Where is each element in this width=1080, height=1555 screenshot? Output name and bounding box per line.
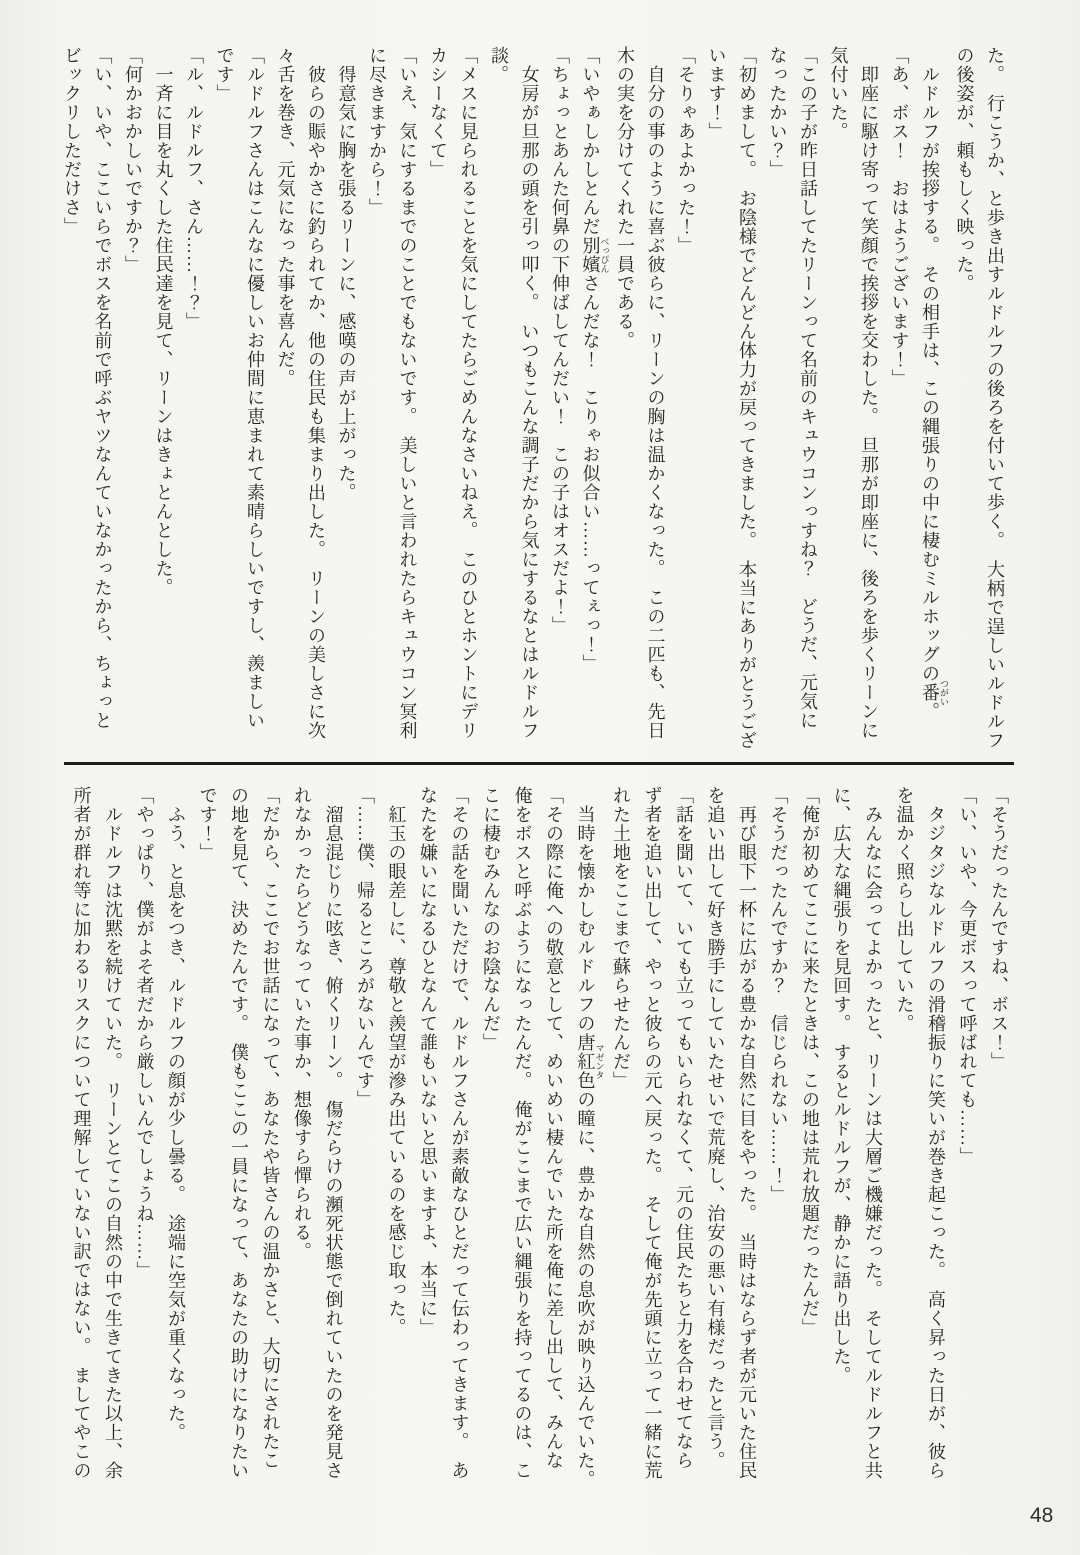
text-line: た。 行こうか、と歩き出すルドルフの後ろを付いて歩く。 大柄で逞しいルドルフ — [985, 46, 1005, 750]
text-line: ふう、と息をつき、ルドルフの顔が少し曇る。 途端に空気が重くなった。 — [166, 805, 186, 1442]
text-line: ルドルフは沈黙を続けていた。 リーンとてこの自然の中で生きてきた以上、余 — [103, 805, 123, 1480]
text-line: です！」 — [197, 786, 218, 862]
text-line: 再び眼下一杯に広がる豊かな自然に目をやった。 当時はならず者が元いた住民 — [737, 805, 757, 1480]
text-line: カシーなくて」 — [428, 46, 448, 179]
text-line: 々舌を巻き、元気になった事を喜んだ。 — [275, 46, 296, 388]
text-line: 「だから、ここでお世話になって、あなたや皆さんの温かさと、大切にされたこ — [260, 786, 281, 1470]
ruby-annotated-word: 唐紅色 マゼンタ — [575, 1033, 605, 1090]
text-line: 所者が群れ等に加わるリスクについて理解していない訳ではない。 ましてやこの — [71, 786, 92, 1480]
text-line: れなかったらどうなっていた事か、想像すら憚られる。 — [292, 786, 312, 1261]
text-line: 溜息混じりに呟き、俯くリーン。 傷だらけの瀕死状態で倒れていたのを発見さ — [323, 805, 344, 1480]
text-line: 木の実を分けてくれた一員である。 — [615, 46, 635, 350]
text-line: 「いえ、気にするまでのことでもないです。 美しいと言われたらキュウコン冥利 — [397, 46, 418, 740]
text-line: 「ル、ルドルフ、さん……！？」 — [184, 46, 204, 331]
text-line: 「俺が初めてここに来たときは、この地は荒れ放題だったんだ」 — [800, 786, 820, 1337]
top-text-block — [57, 46, 1011, 781]
text-line: れた土地をここまで蘇らせたんだ」 — [611, 786, 631, 1090]
text-line: こに棲むみんなのお陰なんだ」 — [481, 786, 501, 1052]
text-line: タジタジなルドルフの滑稽振りに笑いが巻き起こった。 高く昇った日が、彼ら — [926, 805, 946, 1480]
text-line: 「初めまして。 お陰様でどんどん体力が戻ってきました。 本当にありがとうござ — [737, 46, 757, 750]
text-line: を温かく照らし出していた。 — [894, 786, 915, 1033]
text-line: ルドルフが挨拶する。 その相手は、この縄張りの中に棲むミルホッグの番 つがい。 — [920, 65, 949, 721]
text-line: 「ちょっとあんた何鼻の下伸ばしてんだい！ この子はオスだよ！」 — [550, 46, 570, 635]
text-line: 気付いた。 — [828, 46, 849, 141]
text-line: なったかい？」 — [767, 46, 788, 179]
text-line: の地を見て、決めたんです。 僕もここの一員になって、あなたの助けになりたい — [229, 786, 249, 1480]
text-line: 「その話を聞いただけで、ルドルフさんが素敵なひとだって伝わってきます。 あ — [449, 786, 470, 1480]
text-line: 「そりゃあよかった！」 — [676, 46, 696, 255]
text-line: 俺をボスと呼ぶようになったんだ。 俺がここまで広い縄張りを持ってるのは、こ — [512, 786, 533, 1480]
text-line: 自分の事のように喜ぶ彼らに、リーンの胸は温かくなった。 この二匹も、先日 — [645, 65, 666, 740]
text-line: 「いやぁしかしとんだ別嬪 べっぴんさんだな！ こりゃお似合い……ってぇっ！」 — [580, 46, 610, 673]
text-line: います！」 — [706, 46, 727, 141]
ruby-annotated-word: 番 つがい — [920, 679, 949, 706]
text-line: 「そうだったんですか？ 信じられない……！」 — [768, 786, 789, 1204]
text-line: 紅玉の眼差しに、尊敬と羨望が滲み出ているのを感じ取った。 — [386, 805, 407, 1337]
text-line: を追い出して好き勝手にしていたせいで荒廃し、治安の悪い有様だったと言う。 — [705, 786, 726, 1470]
ruby-annotated-word: 別嬪 べっぴん — [580, 236, 610, 274]
text-line: ビックリしただけさ」 — [62, 46, 82, 236]
page-number: 48 — [1030, 1504, 1054, 1527]
text-line: 「この子が昨日話してたリーンって名前のキュウコンっすね？ どうだ、元気に — [798, 46, 818, 730]
text-line: 「そうだったんですね、ボス！」 — [989, 786, 1009, 1071]
section-divider-line — [64, 762, 1014, 765]
text-line: 一斉に目を丸くした住民達を見て、リーンはきょとんとした。 — [153, 65, 174, 597]
text-line: 得意気に胸を張るリーンに、感嘆の声が上がった。 — [336, 65, 357, 502]
text-line: 「やっぱり、僕がよそ者だから厳しいんでしょうね……」 — [134, 786, 155, 1280]
text-line: みんなに会ってよかったと、リーンは大層ご機嫌だった。 そしてルドルフと共 — [863, 805, 883, 1480]
text-line: 即座に駆け寄って笑顔で挨拶を交わした。 旦那が即座に、後ろを歩くリーンに — [859, 65, 879, 740]
text-line: 「話を聞いて、いても立ってもいられなくて、元の住民たちと力を合わせてなら — [674, 786, 694, 1470]
text-line: 「ルドルフさんはこんなに優しいお仲間に恵まれて素晴らしいですし、羨ましい — [245, 46, 265, 730]
bottom-text-block — [65, 786, 1014, 1516]
text-line: 当時を懐かしむルドルフの唐紅色 マゼンタの瞳に、豊かな自然の息吹が映り込んでいた。 — [575, 805, 605, 1489]
text-line: です」 — [214, 46, 235, 103]
text-line: の後姿が、頼もしく映った。 — [954, 46, 975, 293]
text-line: 「い、いや、ここいらでボスを名前で呼ぶヤツなんていなかったから、ちょっと — [92, 46, 113, 730]
text-line: に、広大な縄張りを見回す。 するとルドルフが、静かに語り出した。 — [831, 786, 852, 1385]
text-line: 「あ、ボス！ おはようございます！」 — [889, 46, 910, 388]
text-line: 「い、いや、今更ボスって呼ばれても……」 — [957, 786, 978, 1166]
text-line: 「何かおかしいですか？」 — [123, 46, 143, 274]
text-line: 「……僕、帰るところがないんです」 — [355, 786, 375, 1109]
text-line: に尽きますから！」 — [367, 46, 387, 217]
text-line: 「メスに見られることを気にしてたらごめんなさいねえ。 このひとホントにデリ — [458, 46, 479, 740]
text-line: 彼らの賑やかさに釣られてか、他の住民も集まり出した。 リーンの美しさに次 — [306, 65, 326, 740]
text-line: ず者を追い出して、やっと彼らの元へ戻った。 そして俺が先頭に立って一緒に荒 — [642, 786, 663, 1480]
text-line: 女房が旦那の頭を引っ叩く。 いつもこんな調子だから気にするなとはルドルフ — [519, 65, 540, 740]
text-line: 「その際に俺への敬意として、めいめい棲んでいた所を俺に差し出して、みんな — [544, 786, 564, 1470]
text-line: なたを嫌いになるひとなんて誰もいないと思いますよ、本当に」 — [418, 786, 438, 1337]
text-line: 談。 — [489, 46, 509, 84]
